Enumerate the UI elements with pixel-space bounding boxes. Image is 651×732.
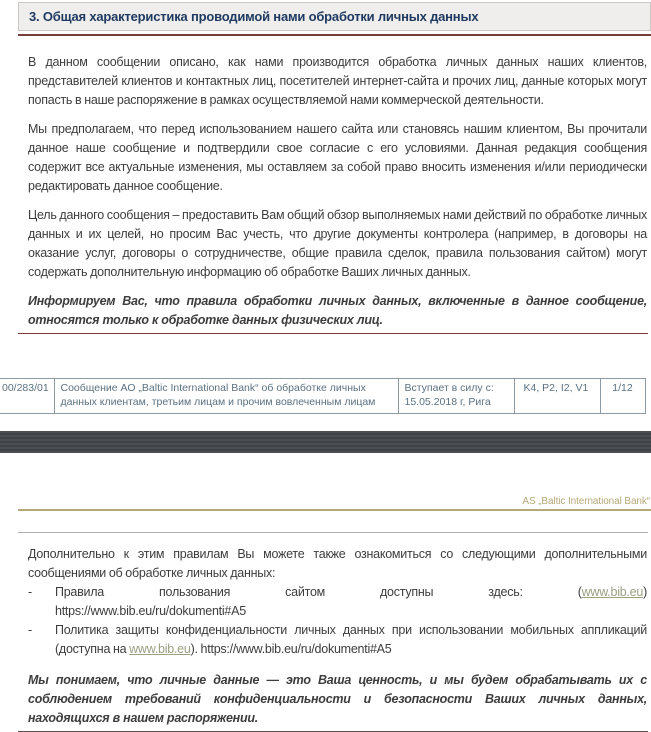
document-url-text: https://www.bib.eu/ru/dokumenti#A5: [55, 604, 246, 618]
bullet-body: [55, 583, 647, 621]
title-underline-rule: [18, 34, 651, 36]
bullet-first-line: [55, 583, 647, 602]
bullet-marker: -: [28, 623, 32, 637]
effective-date-value: 15.05.2018 г, Рига: [404, 395, 491, 408]
closing-paragraph: Мы понимаем, что личные данные — это Ваша ценность, и мы будем обрабатывать их с соблюдением требований конфиденциальности и безопасности Ваших личных данных, находящихся в нашем распоряжении.: [28, 673, 647, 725]
effective-date-cell: [398, 379, 514, 414]
doc-codes-cell: K4, P2, I2, V1: [514, 379, 600, 414]
bullet-text-before-link: Правила пользования сайтом доступны здесь: (: [55, 585, 582, 599]
brand-header: AS „Baltic International Bank“: [522, 496, 650, 507]
bullet-marker: -: [28, 585, 32, 599]
notice-paragraph: Информируем Вас, что правила обработки личных данных, включенные в данное сообщение, относятся только к обработке данных физических лиц.: [28, 294, 647, 327]
footer-table-row: [0, 379, 645, 414]
doc-title-cell: Сообщение АО „Baltic International Bank“ об обработке личных данных клиентам, третьим лицам и прочим вовлеченным лицам: [54, 379, 398, 414]
bullet-text-after-link: ). https://www.bib.eu/ru/dokumenti#A5: [190, 642, 392, 656]
bullet-text-after-link: ): [643, 585, 647, 599]
doc-number-cell: 00/283/01: [0, 379, 54, 414]
bib-eu-link[interactable]: www.bib.eu: [129, 642, 191, 656]
paragraph-3: Цель данного сообщения – предоставить Вам общий обзор выполняемых нами действий по обработке личных данных и их целей, но просим Вас учесть, что другие документы контролера (например, в договоры на оказание услуг, договоры о сотрудничестве, общие правила сделок, правила пользования сайтом) могут содержать дополнительную информацию об обработке Ваших личных данных.: [28, 208, 647, 279]
document-footer-table: [0, 378, 646, 414]
bullet-item-site-rules: [28, 583, 647, 621]
bullet-body: [55, 621, 647, 659]
page-2: [0, 496, 651, 732]
intro-paragraph: Дополнительно к этим правилам Вы можете также ознакомиться со следующими дополнительными сообщениями об обработке личных данных:: [28, 547, 647, 580]
paragraph-2: Мы предполагаем, что перед использованием нашего сайта или становясь нашим клиентом, Вы прочитали данное наше сообщение и подтвердили свое согласие с его условиями. Данная редакция сообщения содержит все актуальные изменения, мы оставляем за собой право вносить изменения и/или периодически редактировать данное сообщение.: [28, 122, 647, 193]
page-number-cell: 1/12: [600, 379, 645, 414]
page-separator-bar: [0, 431, 651, 453]
notice-underline-rule: [18, 333, 648, 334]
content-top-rule: [18, 532, 648, 533]
effective-date-label: Вступает в силу с:: [404, 382, 494, 394]
bib-eu-link[interactable]: www.bib.eu: [581, 585, 644, 599]
brand-underline-rule: [18, 509, 651, 511]
bullet-item-privacy-policy: [28, 621, 647, 659]
bullet-text-before-link: Политика защиты конфиденциальности личных данных при использовании мобильных аппликаций (доступна на: [55, 623, 647, 656]
paragraph-1: В данном сообщении описано, как нами производится обработка личных данных наших клиентов, представителей клиентов и контактных лиц, посетителей интернет-сайта и прочих лиц, данные которых могут попасть в наше распоряжение в рамках осуществляемой нами коммерческой деятельности.: [28, 55, 647, 107]
section-title-box: [18, 2, 651, 31]
section-title: 3. Общая характеристика проводимой нами обработки личных данных: [29, 9, 479, 24]
